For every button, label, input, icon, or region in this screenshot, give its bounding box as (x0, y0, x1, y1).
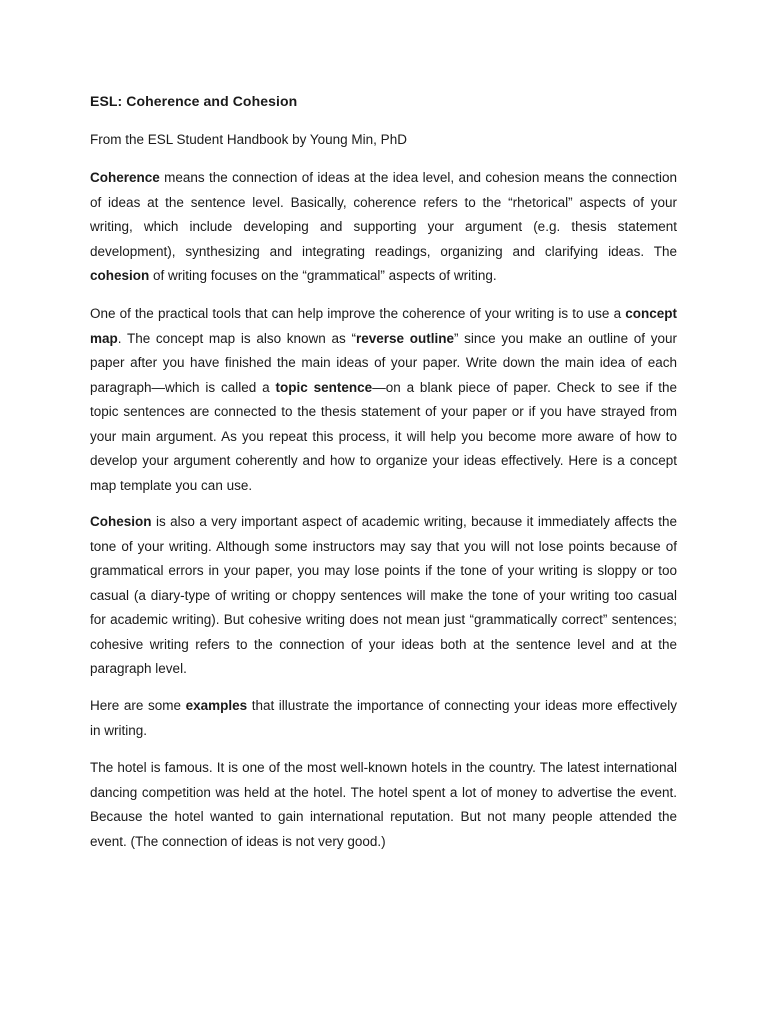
bold-term: cohesion (90, 268, 150, 283)
paragraph-coherence-definition (90, 166, 677, 289)
document-byline: From the ESL Student Handbook by Young Min, PhD (90, 132, 407, 147)
paragraph-concept-map (90, 302, 677, 498)
text-run: Here are some (90, 698, 186, 713)
text-run: of writing focuses on the “grammatical” aspects of writing. (149, 268, 497, 283)
bold-term: topic sentence (275, 379, 373, 395)
bold-term: reverse outline (355, 330, 454, 346)
bold-term: concept map (90, 306, 677, 346)
bold-term: examples (185, 698, 248, 713)
text-run: is also a very important aspect of academic writing, because it immediately affects the tone of your writing. Although some instructors may say that you will not lose points because of grammatical errors in your paper, you may lose points if the tone of your writing is sloppy or too casual (a diary-type of writing or choppy sentences will make the tone of your writing too casual for academic writing). But cohesive writing does not mean just “grammatically correct” sentences; cohesive writing refers to the connection of your ideas both at the sentence level and at the paragraph level. (90, 514, 677, 676)
text-run: One of the practical tools that can help improve the coherence of your writing is to use a (90, 306, 626, 321)
text-run: means the connection of ideas at the idea level, and cohesion means the connection of ideas at the sentence level. Basically, coherence refers to the “rhetorical” aspects of your writing, which include developing and supporting your argument (e.g. thesis statement development), synthesizing and integrating readings, organizing and clarifying ideas. The (90, 170, 677, 259)
text-run: —on a blank piece of paper. Check to see if the topic sentences are connected to the thesis statement of your paper or if you have strayed from your main argument. As you repeat this process, it will help you become more aware of how to develop your argument coherently and how to organize your ideas effectively. Here is a concept map template you can use. (90, 379, 677, 493)
paragraph-examples-intro (90, 694, 677, 743)
paragraph-cohesion (90, 510, 677, 682)
bold-term: Cohesion (90, 514, 152, 529)
bold-term: Coherence (90, 170, 160, 185)
text-run: ” since you make an outline of your paper after you have finished the main ideas of your paper. Write down the main idea of each paragraph—which is called a (90, 330, 677, 395)
text-run: that illustrate the importance of connecting your ideas more effectively in writing. (90, 698, 677, 738)
paragraph-example-hotel (90, 756, 677, 854)
text-run: The hotel is famous. It is one of the most well-known hotels in the country. The latest international dancing competition was held at the hotel. The hotel spent a lot of money to advertise the event. Because the hotel wanted to gain international reputation. But not many people attended the event. (The connection of ideas is not very good.) (90, 760, 677, 849)
document-title: ESL: Coherence and Cohesion (90, 93, 298, 109)
text-run: . The concept map is also known as “ (117, 330, 356, 346)
